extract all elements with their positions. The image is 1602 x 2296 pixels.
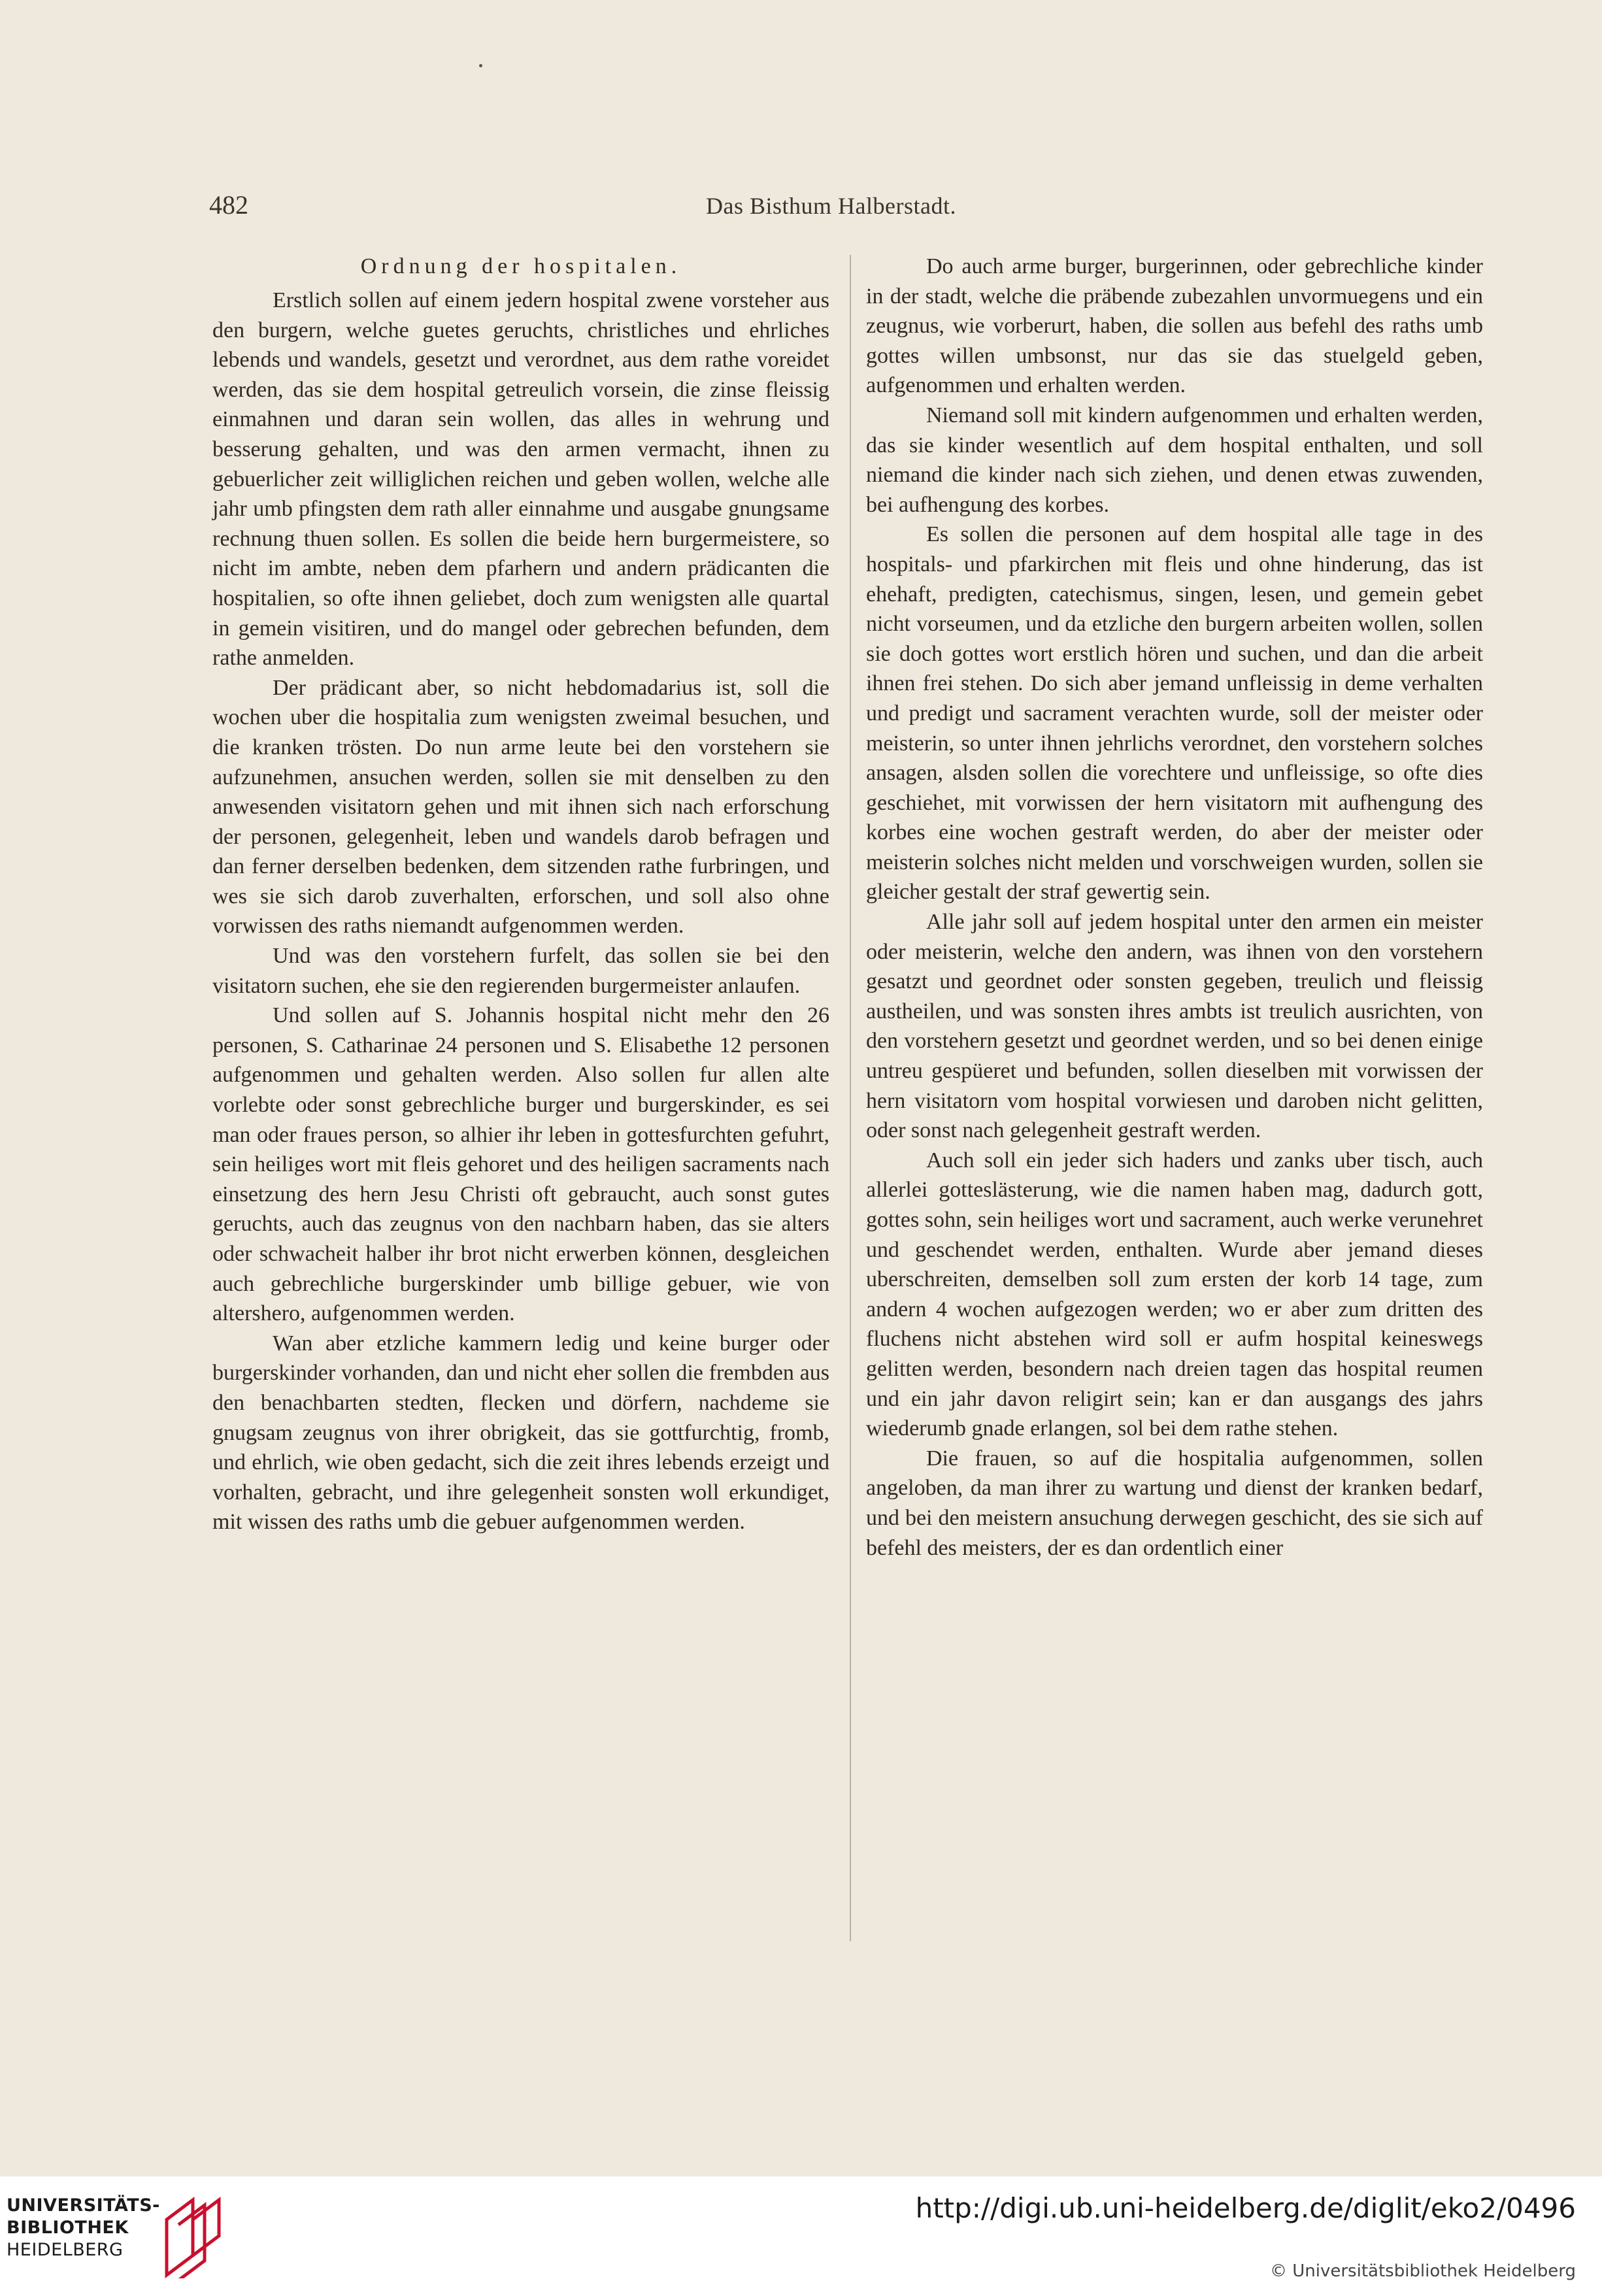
page-number: 482 [209, 190, 248, 220]
paragraph: Der prädicant aber, so nicht hebdomadarius ist, soll die wochen uber die hospitalia zum wenigsten zweimal besuchen, und die kranken trösten. Do nun arme leute bei den vorstehern sie aufzunehmen, ansuchen werden, sollen sie mit denselben zu den anwesenden visitatorn gehen und mit ihnen sich nach erforschung der personen, gelegenheit, leben und wandels darob befragen und dan ferner derselben bedenken, dem sitzenden rathe furbringen, und wes sie sich darob zuverhalten, erforschen, und soll also ohne vorwissen des raths niemandt aufgenommen werden. [212, 675, 829, 939]
copyright-notice: © Universitätsbibliothek Heidelberg [1269, 2261, 1576, 2281]
paragraph: Wan aber etzliche kammern ledig und keine burger oder burgerskinder vorhanden, dan und nicht eher sollen die frembden aus den benachbarten stedten, flecken und dörfern, nachdeme sie gnugsam zeugnus von ihrer obrigkeit, das sie gottfurchtig, fromb, und ehrlich, wie oben gedacht, sich die zeit ihres lebends erzeigt und vorhalten, gebracht, und ihre gelegenheit sonsten woll erkundiget, mit wissen des raths umb die gebuer aufgenommen werden. [212, 1331, 829, 1535]
library-name-line1: UNIVERSITÄTS- [7, 2195, 160, 2216]
library-name-line2: BIBLIOTHEK [7, 2218, 129, 2238]
section-heading: Ordnung der hospitalen. [360, 254, 682, 278]
paragraph: Die frauen, so auf die hospitalia aufgenommen, sollen angeloben, da man ihrer zu wartung und dienst der kranken bedarf, und bei den meistern ansuchung derwegen geschicht, des sie sich auf befehl des meisters, der es dan ordentlich einer [866, 1446, 1483, 1560]
library-logo-icon [154, 2193, 225, 2278]
library-name-line3: HEIDELBERG [7, 2240, 124, 2260]
paragraph: Alle jahr soll auf jedem hospital unter den armen ein meister oder meisterin, welche den andern, was ihnen von den vorstehern gesatzt und geordnet oder sonsten gegeben, treulich und fleissig austheilen, und was sonsten ihres ambts ist treulich ausrichten, von den vorstehern gesetzt und geordnet werden, und so bei denen einige untreu gespüeret und befunden, sollen dieselben mit vorwissen der hern visitatorn vom hospital vorwiesen und daroben nicht gelitten, oder sonst nach gelegenheit gestraft werden. [866, 910, 1483, 1143]
paragraph: Erstlich sollen auf einem jedern hospital zwene vorsteher aus den burgern, welche guetes geruchts, christliches und ehrliches lebends und wandels, gesetzt und verordnet, aus dem rathe voreidet werden, das sie dem hospital getreulich vorsein, die zinse fleissig einmahnen und daran sein wollen, das alles in wehrung und besserung gehalten, und was den armen vermacht, ihnen zu gebuerlicher zeit williglichen reichen und geben wollen, welche alle jahr umb pfingsten dem rath aller einnahme und ausgabe gnungsame rechnung thuen sollen. Es sollen die beide hern burgermeistere, so nicht im ambte, neben dem pfarhern und andern prädicanten die hospitalien, so ofte ihnen geliebet, doch zum wenigsten alle quartal in gemein visitiren, und do mangel oder gebrechen befunden, dem rathe anmelden. [212, 288, 829, 671]
paragraph: Auch soll ein jeder sich haders und zanks uber tisch, auch allerlei gotteslästerung, wie die namen haben mag, dadurch gott, gottes sohn, sein heiliges wort und sacrament, auch werke verunehret und geschendet werden, enthalten. Wurde aber jemand dieses uberschreiten, demselben soll zum ersten der korb 14 tage, zum andern 4 wochen aufgezogen werden; wo er aber zum dritten des fluchens nicht abstehen wird soll er aufm hospital keineswegs gelitten werden, besondern nach dreien tagen das hospital reumen und ein jahr davon religirt sein; kan er dan ausgangs des jahrs wiederumb gnade erlangen, sol bei dem rathe stehen. [866, 1148, 1483, 1441]
column-divider [850, 255, 851, 1941]
ink-speck [479, 64, 482, 67]
document-url-link[interactable]: http://digi.ub.uni-heidelberg.de/diglit/eko2/0496 [915, 2192, 1576, 2224]
paragraph: Do auch arme burger, burgerinnen, oder gebrechliche kinder in der stadt, welche die präbende zubezahlen unvormuegens und ein zeugnus, wie vorberurt, haben, die sollen aus befehl des raths umb gottes willen umbsonst, nur das sie das stuelgeld geben, aufgenommen und erhalten werden. [866, 254, 1483, 398]
paragraph: Und sollen auf S. Johannis hospital nicht mehr den 26 personen, S. Catharinae 24 personen und S. Elisabethe 12 personen aufgenommen und gehalten werden. Also sollen fur allen alte vorlebte oder sonst gebrechliche burger und burgerskinder, es sei man oder fraues person, so alhier ihr leben in gottesfurchten gefuhrt, sein heiliges wort mit fleis gehoret und des heiligen sacraments nach einsetzung des hern Jesu Christi oft gebraucht, auch sonst gutes geruchts, auch das zeugnus von den nachbarn haben, das sie alters oder schwacheit halber ihr brot nicht erwerben können, desgleichen auch gebrechliche burgerskinder umb billige gebuer, wie von altershero, aufgenommen werden. [212, 1003, 829, 1326]
running-header [209, 190, 1477, 229]
paragraph: Niemand soll mit kindern aufgenommen und erhalten werden, das sie kinder wesentlich auf dem hospital enthalten, und soll niemand die kinder nach sich ziehen, und denen etwas zuwenden, bei aufhengung des korbes. [866, 403, 1483, 517]
library-footer [0, 2176, 1602, 2296]
paragraph: Es sollen die personen auf dem hospital alle tage in des hospitals- und pfarkirchen mit fleis und ohne hinderung, das ist ehehaft, predigten, catechismus, singen, lesen, und gemein gebet nicht vorseumen, und da etzliche den burgern arbeiten wollen, sollen sie doch gottes wort erstlich hören und suchen, und dan die arbeit ihnen frei stehen. Do sich aber jemand unfleissig in deme verhalten und predigt und sacrament verachten wurde, soll der meister oder meisterin, so unter ihnen jehrlichs verordnet, den vorstehern solches ansagen, alsden sollen die vorechtere und unfleissige, so ofte dies geschiehet, mit vorwissen der hern visitatorn mit aufhengung des korbes eine wochen gestraft werden, do aber der meister oder meisterin solches nicht melden und vorschweigen wurden, sollen sie gleicher gestalt der straf gewertig sein. [866, 522, 1483, 905]
left-column [212, 252, 829, 1537]
paragraph: Und was den vorstehern furfelt, das sollen sie bei den visitatorn suchen, ehe sie den regierenden burgermeister anlaufen. [212, 944, 829, 998]
running-title: Das Bisthum Halberstadt. [706, 193, 956, 219]
library-logo-text[interactable] [7, 2195, 160, 2261]
right-column [866, 252, 1483, 1563]
